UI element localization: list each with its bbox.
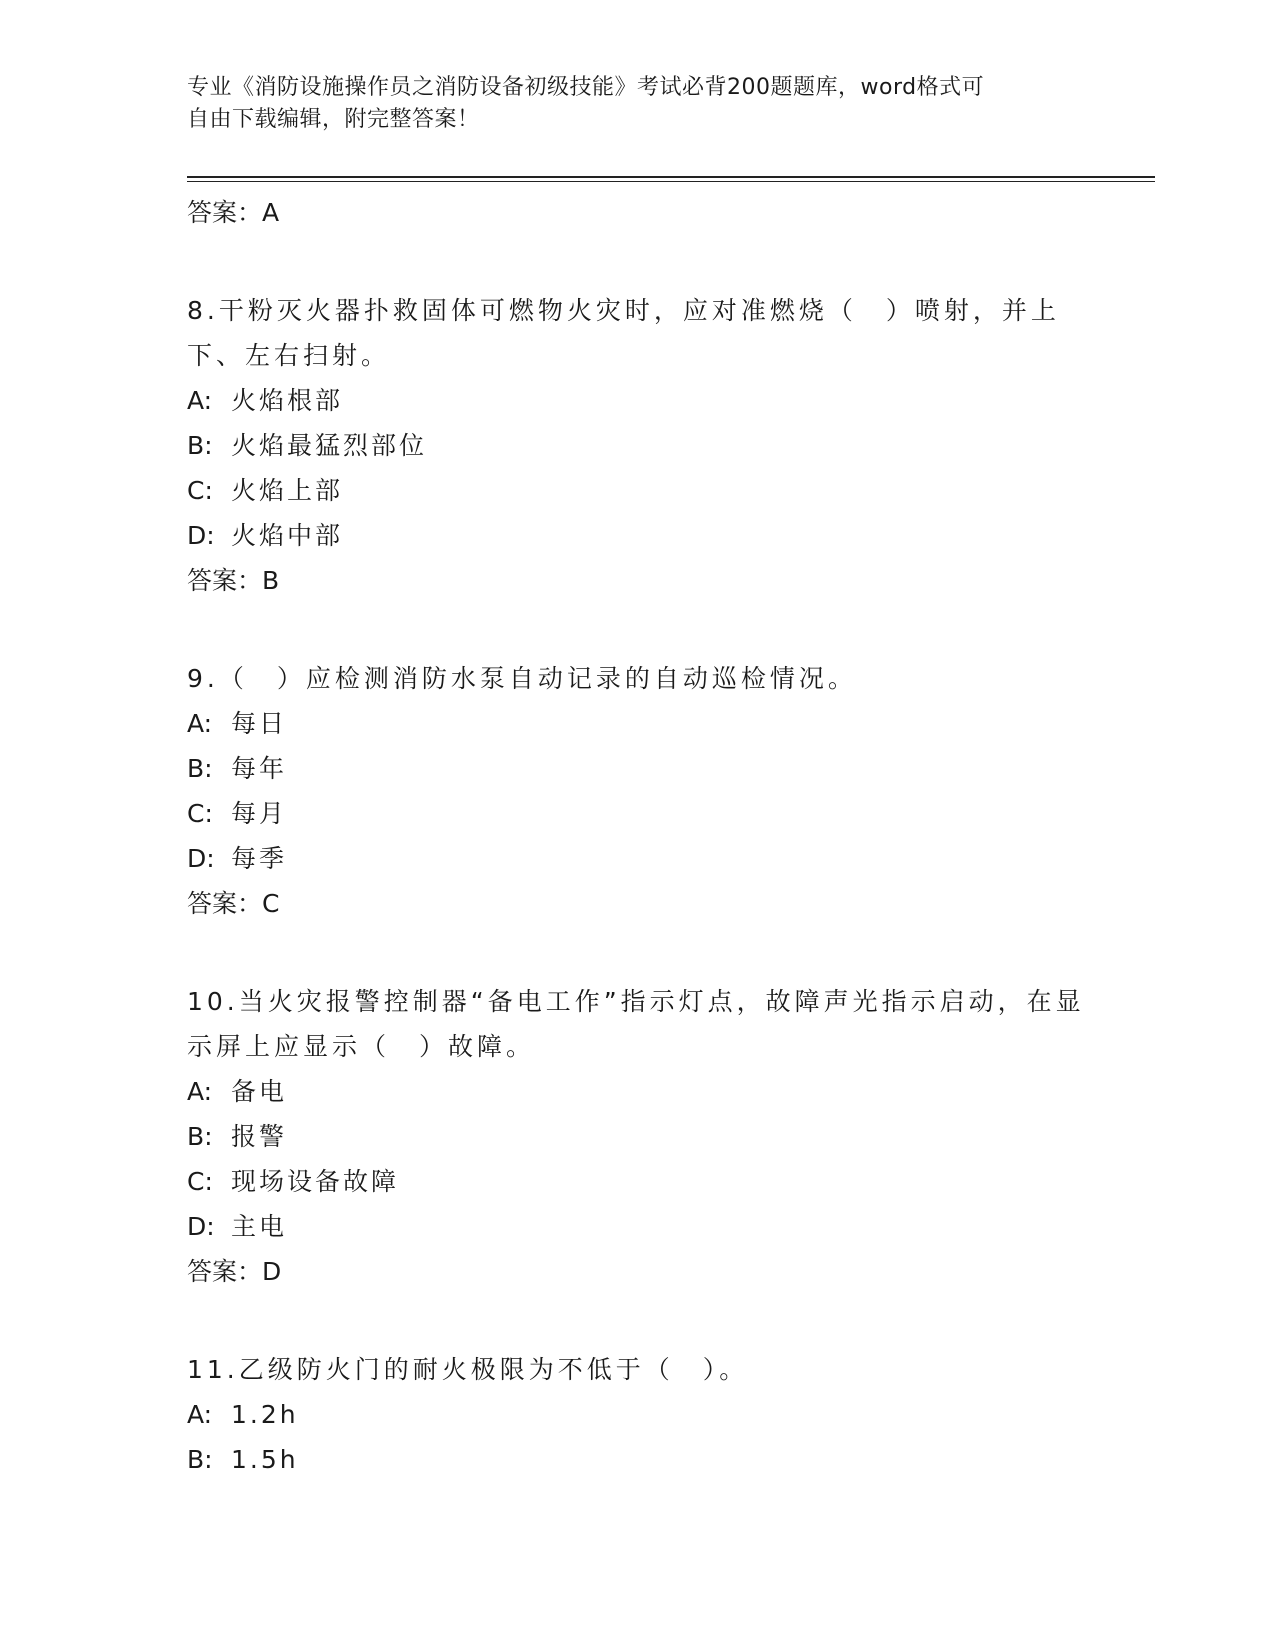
option-b — [187, 423, 1087, 468]
option-b — [187, 1437, 1087, 1482]
header-line-1: 专业《消防设施操作员之消防设备初级技能》考试必背200题题库，word格式可 — [187, 75, 985, 100]
option-letter: D: — [187, 844, 215, 873]
option-text: 1.2h — [231, 1400, 299, 1429]
option-a — [187, 701, 1087, 746]
answer-line: 答案：C — [187, 889, 280, 918]
option-c — [187, 1159, 1087, 1204]
question-9 — [187, 656, 1087, 921]
option-text: 每季 — [231, 844, 288, 873]
option-letter: B: — [187, 1122, 213, 1151]
answer-line: 答案：B — [187, 566, 280, 595]
option-letter: C: — [187, 1167, 213, 1196]
option-d — [187, 513, 1087, 558]
question-8 — [187, 288, 1087, 598]
option-text: 火焰根部 — [231, 386, 344, 415]
option-text: 每年 — [231, 754, 288, 783]
question-text: 11.乙级防火门的耐火极限为不低于（ ）。 — [187, 1355, 749, 1384]
header-line-2: 自由下载编辑，附完整答案！ — [187, 107, 480, 132]
option-letter: C: — [187, 799, 213, 828]
question-11 — [187, 1347, 1087, 1482]
option-text: 现场设备故障 — [231, 1167, 400, 1196]
option-text: 火焰中部 — [231, 521, 344, 550]
option-letter: C: — [187, 476, 213, 505]
option-b — [187, 1114, 1087, 1159]
option-text: 报警 — [231, 1122, 288, 1151]
option-a — [187, 1392, 1087, 1437]
option-b — [187, 746, 1087, 791]
option-letter: D: — [187, 1212, 215, 1241]
option-letter: A: — [187, 709, 213, 738]
answer-line: 答案：D — [187, 1257, 282, 1286]
document-header — [187, 72, 1067, 136]
question-list — [187, 190, 1087, 1482]
option-text: 火焰最猛烈部位 — [231, 431, 428, 460]
question-text: 8.干粉灭火器扑救固体可燃物火灾时，应对准燃烧（ ）喷射，并上下、左右扫射。 — [187, 296, 1060, 370]
option-letter: B: — [187, 1445, 213, 1474]
option-a — [187, 378, 1087, 423]
option-letter: A: — [187, 1077, 213, 1106]
option-text: 主电 — [231, 1212, 288, 1241]
option-text: 每月 — [231, 799, 288, 828]
option-text: 每日 — [231, 709, 288, 738]
option-c — [187, 791, 1087, 836]
option-d — [187, 1204, 1087, 1249]
option-letter: B: — [187, 431, 213, 460]
option-text: 火焰上部 — [231, 476, 344, 505]
option-c — [187, 468, 1087, 513]
option-a — [187, 1069, 1087, 1114]
question-text: 9.（ ）应检测消防水泵自动记录的自动巡检情况。 — [187, 664, 857, 693]
answer-line: 答案：A — [187, 198, 280, 227]
question-text: 10.当火灾报警控制器“备电工作”指示灯点，故障声光指示启动，在显示屏上应显示（ ）故障。 — [187, 987, 1085, 1061]
option-text: 1.5h — [231, 1445, 299, 1474]
header-divider-thick — [187, 176, 1155, 178]
header-divider-thin — [187, 181, 1155, 182]
question-10 — [187, 979, 1087, 1289]
option-letter: B: — [187, 754, 213, 783]
option-letter: A: — [187, 386, 213, 415]
option-letter: D: — [187, 521, 215, 550]
option-text: 备电 — [231, 1077, 288, 1106]
option-d — [187, 836, 1087, 881]
option-letter: A: — [187, 1400, 213, 1429]
